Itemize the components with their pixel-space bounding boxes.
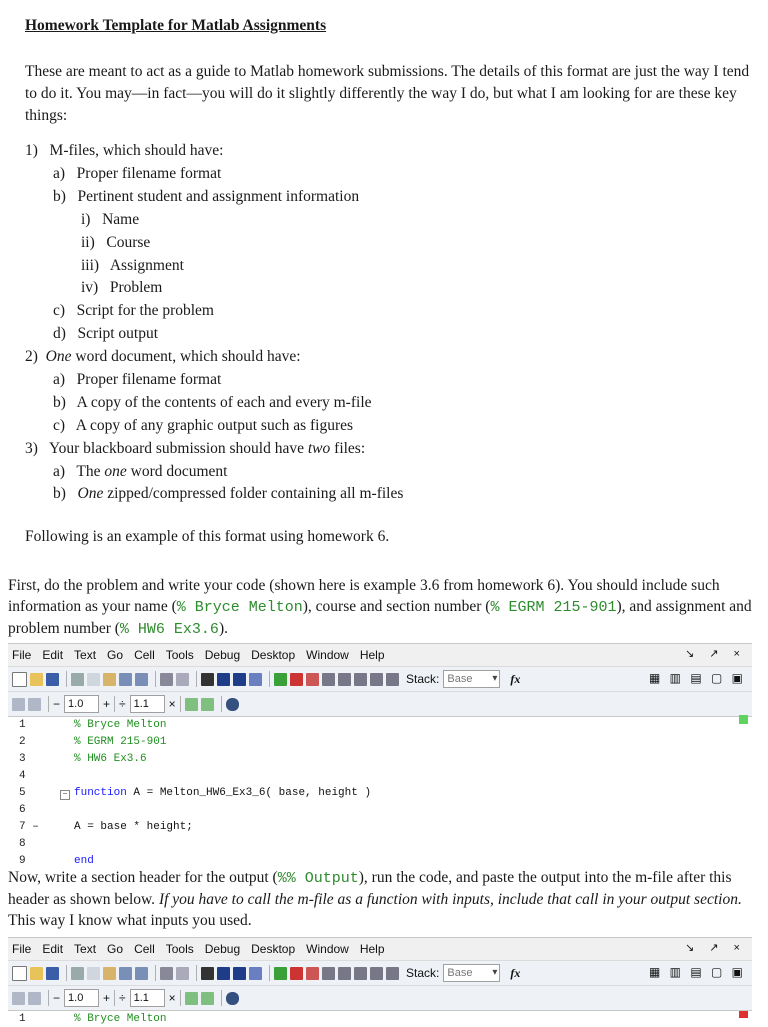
step-icon[interactable] <box>322 673 335 686</box>
list-item: b) Pertinent student and assignment information <box>53 188 360 205</box>
paste-icon[interactable] <box>103 967 116 980</box>
run-icon[interactable] <box>274 673 287 686</box>
step-out-icon[interactable] <box>354 967 367 980</box>
emphasis: If you have to call the m-file as a function with inputs, include that call in your output section. <box>158 891 742 908</box>
breakpoint-icon[interactable] <box>290 673 303 686</box>
cell-icon-1[interactable] <box>185 698 198 711</box>
menu-go[interactable]: Go <box>107 942 124 956</box>
following-paragraph: Following is an example of this format using homework 6. <box>25 528 390 545</box>
step-out-icon[interactable] <box>354 673 367 686</box>
cell-icon-2[interactable] <box>201 992 214 1005</box>
list-text: word document, which should have: <box>71 348 301 365</box>
new-file-icon[interactable] <box>12 672 27 687</box>
emphasis: two <box>307 440 331 457</box>
undo-icon[interactable] <box>119 673 132 686</box>
menu-edit[interactable]: Edit <box>42 942 64 956</box>
menu-desktop[interactable]: Desktop <box>251 942 296 956</box>
list-text: files: <box>330 440 366 457</box>
code-area[interactable]: 1 % Bryce Melton <box>8 1011 752 1027</box>
cell-toolbar <box>8 691 752 717</box>
menu-text[interactable]: Text <box>74 942 97 956</box>
window-controls[interactable]: ↘ ↗ × <box>685 648 746 660</box>
find-icon[interactable] <box>201 673 214 686</box>
step-icon[interactable] <box>322 967 335 980</box>
menu-desktop[interactable]: Desktop <box>251 648 296 662</box>
fx-icon[interactable]: fx <box>510 965 521 980</box>
emphasis: One <box>77 485 104 502</box>
forward-icon[interactable] <box>233 967 246 980</box>
stack-label: Stack: <box>406 966 440 980</box>
print-icon[interactable] <box>160 967 173 980</box>
exit-debug-icon[interactable] <box>386 673 399 686</box>
cell-value-input-1[interactable]: 1.0 <box>64 695 99 713</box>
open-folder-icon[interactable] <box>30 673 43 686</box>
layout-icons[interactable]: ▦ ▥ ▤ ▢ ▣ <box>648 671 746 685</box>
decrement-button[interactable]: − <box>53 991 61 1005</box>
emphasis: One <box>45 348 72 365</box>
toolbar <box>8 666 752 691</box>
cell-toolbar <box>8 985 752 1011</box>
list-item: i) Name <box>81 211 140 228</box>
cell-mode-icon[interactable] <box>12 698 25 711</box>
clear-breakpoints-icon[interactable] <box>306 673 319 686</box>
forward-icon[interactable] <box>233 673 246 686</box>
help-icon[interactable] <box>226 992 239 1005</box>
status-ok-icon <box>739 715 748 724</box>
back-icon[interactable] <box>217 967 230 980</box>
continue-icon[interactable] <box>370 967 383 980</box>
run-icon[interactable] <box>274 967 287 980</box>
list-item: d) Script output <box>53 325 159 342</box>
continue-icon[interactable] <box>370 673 383 686</box>
menu-window[interactable]: Window <box>306 942 349 956</box>
menu-file[interactable]: File <box>12 648 32 662</box>
undo-icon[interactable] <box>119 967 132 980</box>
list-text: word document <box>126 463 228 480</box>
back-icon[interactable] <box>217 673 230 686</box>
paragraph-text: First, do the problem and write your code (shown here is example 3.6 from homework 6). You should include such information as your name ( <box>8 577 720 615</box>
step-in-icon[interactable] <box>338 673 351 686</box>
increment-button[interactable]: + <box>103 697 111 711</box>
matlab-editor <box>8 643 752 866</box>
decrement-button[interactable]: − <box>53 697 61 711</box>
inline-code: % EGRM 215-901 <box>490 599 617 616</box>
menu-cell[interactable]: Cell <box>134 942 155 956</box>
menu-go[interactable]: Go <box>107 648 124 662</box>
function-browser-icon[interactable] <box>249 673 262 686</box>
copy-icon[interactable] <box>87 673 100 686</box>
menu-text[interactable]: Text <box>74 648 97 662</box>
open-folder-icon[interactable] <box>30 967 43 980</box>
list-item <box>53 483 403 505</box>
cell-value-input-2[interactable]: 1.1 <box>130 989 165 1007</box>
print-icon[interactable] <box>160 673 173 686</box>
find-icon[interactable] <box>201 967 214 980</box>
multiply-button[interactable]: × <box>168 697 176 711</box>
cell-value-input-1[interactable]: 1.0 <box>64 989 99 1007</box>
list-number: 2) <box>25 348 46 365</box>
exit-debug-icon[interactable] <box>386 967 399 980</box>
document-title: Homework Template for Matlab Assignments <box>25 17 327 34</box>
redo-icon[interactable] <box>135 673 148 686</box>
paragraph-text: This way I know what inputs you used. <box>8 912 252 929</box>
stack-select[interactable]: Base ▾ <box>443 964 500 982</box>
fx-icon[interactable]: fx <box>510 671 521 686</box>
cell-eval-icon[interactable] <box>28 698 41 711</box>
paragraph-text: ), and assignment and problem number ( <box>8 598 752 637</box>
fold-icon[interactable]: − <box>60 790 70 800</box>
list-item: a) Proper filename format <box>53 165 222 182</box>
status-error-icon <box>739 1011 748 1018</box>
cut-icon[interactable] <box>71 967 84 980</box>
list-item: c) Script for the problem <box>53 302 214 319</box>
now-paragraph <box>8 867 760 931</box>
publish-icon[interactable] <box>176 673 189 686</box>
list-text: zipped/compressed folder containing all m-files <box>103 485 404 502</box>
new-file-icon[interactable] <box>12 966 27 981</box>
list-item: 1) M-files, which should have: <box>25 142 224 159</box>
paste-icon[interactable] <box>103 673 116 686</box>
menu-bar <box>8 644 752 666</box>
breakpoint-icon[interactable] <box>290 967 303 980</box>
step-in-icon[interactable] <box>338 967 351 980</box>
paragraph-text: ), course and section number ( <box>302 598 491 615</box>
paragraph-text: Now, write a section header for the output ( <box>8 869 278 886</box>
clear-breakpoints-icon[interactable] <box>306 967 319 980</box>
save-icon[interactable] <box>46 967 59 980</box>
menu-debug[interactable]: Debug <box>204 648 241 662</box>
cell-icon-2[interactable] <box>201 698 214 711</box>
function-browser-icon[interactable] <box>249 967 262 980</box>
menu-help[interactable]: Help <box>359 942 385 956</box>
menu-file[interactable]: File <box>12 942 32 956</box>
cut-icon[interactable] <box>71 673 84 686</box>
menu-cell[interactable]: Cell <box>134 648 155 662</box>
redo-icon[interactable] <box>135 967 148 980</box>
list-item: c) A copy of any graphic output such as figures <box>53 417 354 434</box>
menu-edit[interactable]: Edit <box>42 648 64 662</box>
menu-debug[interactable]: Debug <box>204 942 241 956</box>
paragraph-text: ), run the code, and paste the output into the m-file after this header as shown below. <box>8 869 732 908</box>
list-item <box>25 346 301 368</box>
emphasis: one <box>104 463 127 480</box>
list-item <box>25 438 365 460</box>
divide-button[interactable]: ÷ <box>119 991 126 1005</box>
list-text: a) The <box>53 463 105 480</box>
list-item: iii) Assignment <box>81 257 184 274</box>
list-item: a) Proper filename format <box>53 371 222 388</box>
save-icon[interactable] <box>46 673 59 686</box>
code-area[interactable]: 1 % Bryce Melton 2 % EGRM 215-901 3 % HW6 Ex3.6 4 5 − function A = Melton_HW6_Ex3_6( base, height ) 6 7 – A = base * height; 8 9 end <box>8 717 752 867</box>
inline-code: %% Output <box>277 870 359 887</box>
list-text: b) <box>53 485 78 502</box>
stack-select[interactable]: Base ▾ <box>443 670 500 688</box>
inline-code: % HW6 Ex3.6 <box>119 621 219 638</box>
stack-label: Stack: <box>406 672 440 686</box>
menu-bar <box>8 938 752 960</box>
cell-value-input-2[interactable]: 1.1 <box>130 695 165 713</box>
list-text: 3) Your blackboard submission should have <box>25 440 308 457</box>
list-item: ii) Course <box>81 234 151 251</box>
list-item <box>53 461 227 483</box>
cell-mode-icon[interactable] <box>12 992 25 1005</box>
multiply-button[interactable]: × <box>168 991 176 1005</box>
menu-tools[interactable]: Tools <box>165 942 194 956</box>
paragraph-text: ). <box>218 620 228 637</box>
menu-help[interactable]: Help <box>359 648 385 662</box>
publish-icon[interactable] <box>176 967 189 980</box>
window-controls[interactable]: ↘ ↗ × <box>685 942 746 954</box>
list-item: b) A copy of the contents of each and every m-file <box>53 394 372 411</box>
first-paragraph <box>8 575 763 640</box>
cell-icon-1[interactable] <box>185 992 198 1005</box>
increment-button[interactable]: + <box>103 991 111 1005</box>
menu-window[interactable]: Window <box>306 648 349 662</box>
inline-code: % Bryce Melton <box>176 599 303 616</box>
cell-eval-icon[interactable] <box>28 992 41 1005</box>
layout-icons[interactable]: ▦ ▥ ▤ ▢ ▣ <box>648 965 746 979</box>
help-icon[interactable] <box>226 698 239 711</box>
list-item: iv) Problem <box>81 279 163 296</box>
intro-paragraph: These are meant to act as a guide to Matlab homework submissions. The details of this format are just the way I tend to do it. You may—in fact—you will do it slightly differently the way I do, but what I am looking for are these key things: <box>25 63 750 124</box>
copy-icon[interactable] <box>87 967 100 980</box>
toolbar <box>8 960 752 985</box>
divide-button[interactable]: ÷ <box>119 697 126 711</box>
matlab-editor-2 <box>8 937 752 1025</box>
menu-tools[interactable]: Tools <box>165 648 194 662</box>
